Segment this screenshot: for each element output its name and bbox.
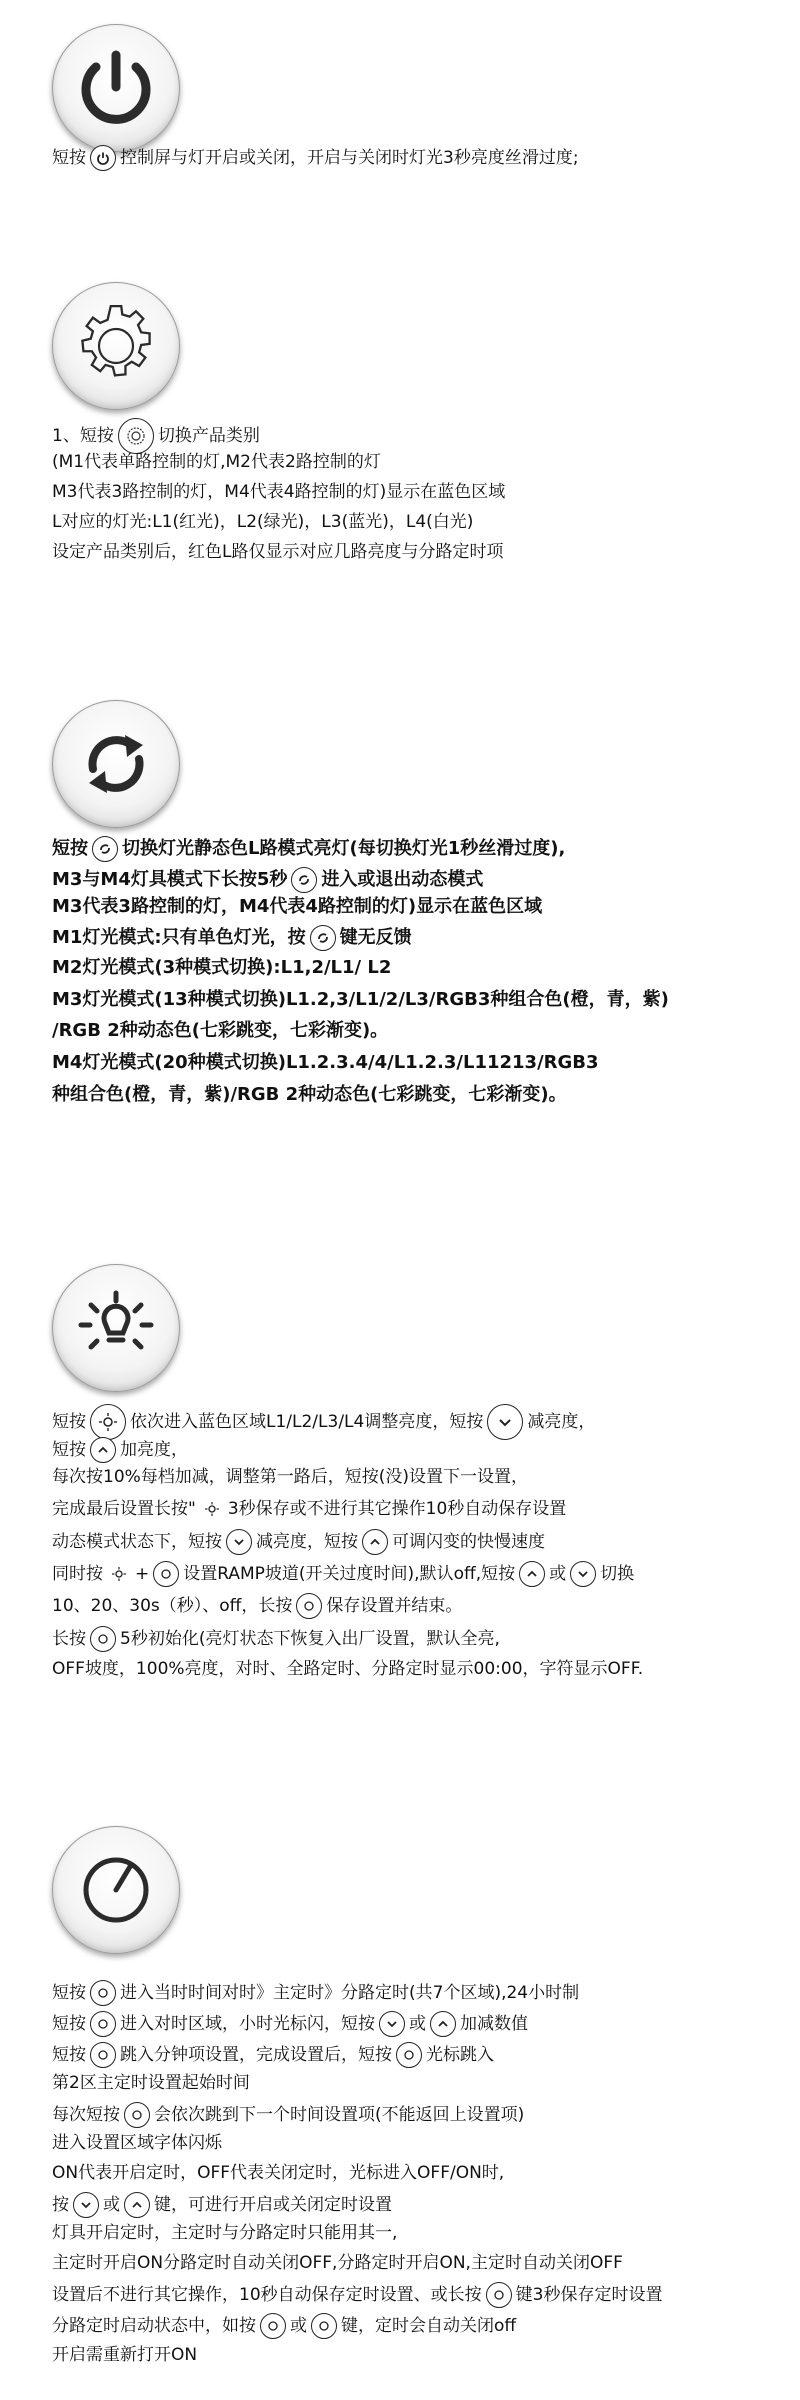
confirm-icon xyxy=(90,2011,116,2037)
cycle-inline-icon xyxy=(291,867,317,893)
brightness-icon xyxy=(52,1264,180,1392)
timer-l3-c: 光标跳入 xyxy=(426,2045,494,2065)
bright-l6-d: 或 xyxy=(549,1564,567,1584)
bright-l8-b: 5秒初始化(亮灯状态下恢复入出厂设置，默认全亮, xyxy=(120,1629,500,1649)
confirm-icon xyxy=(90,1626,116,1652)
bright-l1-b: 依次进入蓝色区域L1/L2/L3/L4调整亮度，短按 xyxy=(130,1412,484,1432)
cycle-inline-icon xyxy=(310,925,336,951)
bright-l5-a: 动态模式状态下，短按 xyxy=(52,1532,222,1552)
bright-l7-b: 保存设置并结束。 xyxy=(326,1596,463,1616)
confirm-icon xyxy=(260,2313,286,2339)
gear-l1-a: 1、短按 xyxy=(52,426,114,446)
bright-l6-b: + xyxy=(135,1564,150,1584)
bright-line-1 xyxy=(52,1404,595,1440)
power-inline-icon xyxy=(90,145,116,171)
chevron-up-icon xyxy=(519,1561,545,1587)
confirm-icon xyxy=(124,2102,150,2128)
gear-l1-b: 切换产品类别 xyxy=(157,426,260,446)
bright-l6-a: 同时按 xyxy=(52,1564,103,1584)
timer-line-13: 开启需重新打开ON xyxy=(52,2345,198,2365)
bright-l5-b: 减亮度，短按 xyxy=(256,1532,358,1552)
confirm-icon xyxy=(153,1561,179,1587)
chevron-up-icon xyxy=(430,2011,456,2037)
gear-inline-icon xyxy=(118,418,154,454)
timer-line-12 xyxy=(52,2313,516,2339)
gear-line-4: L对应的灯光:L1(红光)，L2(绿光)，L3(蓝光)，L4(白光) xyxy=(52,512,474,532)
power-text-b: 控制屏与灯开启或关闭，开启与关闭时灯光3秒亮度丝滑过度; xyxy=(120,148,579,168)
gear-line-5: 设定产品类别后，红色L路仅显示对应几路亮度与分路定时项 xyxy=(52,542,504,562)
timer-line-10: 主定时开启ON分路定时自动关闭OFF,分路定时开启ON,主定时自动关闭OFF xyxy=(52,2253,623,2273)
bright-l4-a: 完成最后设置长按" xyxy=(52,1499,196,1519)
timer-l3-a: 短按 xyxy=(52,2045,86,2065)
chevron-up-icon xyxy=(124,2192,150,2218)
timer-line-1 xyxy=(52,1980,579,2006)
gear-line-2: (M1代表单路控制的灯,M2代表2路控制的灯 xyxy=(52,452,381,472)
timer-l2-d: 加减数值 xyxy=(460,2014,528,2034)
chevron-up-icon xyxy=(90,1437,116,1463)
timer-l11-a: 设置后不进行其它操作，10秒自动保存定时设置、或长按 xyxy=(52,2285,482,2305)
cycle-line-4 xyxy=(52,925,412,951)
cycle-inline-icon xyxy=(92,836,118,862)
timer-l2-c: 或 xyxy=(409,2014,426,2034)
chevron-down-icon xyxy=(570,1561,596,1587)
bright-line-3: 每次按10%每档加减，调整第一路后，短按(没)设置下一设置， xyxy=(52,1467,529,1487)
power-description xyxy=(52,145,579,171)
cycle-l4-a: M1灯光模式:只有单色灯光，按 xyxy=(52,927,306,948)
timer-l5-b: 会依次跳到下一个时间设置项(不能返回上设置项) xyxy=(154,2105,525,2125)
power-icon xyxy=(52,24,180,152)
bright-l1-a: 短按 xyxy=(52,1412,86,1432)
timer-l1-b: 进入当时时间对时》主定时》分路定时(共7个区域),24小时制 xyxy=(120,1983,580,2003)
bright-l6-e: 切换 xyxy=(600,1564,635,1584)
bright-l2-a: 短按 xyxy=(52,1440,86,1460)
confirm-icon xyxy=(311,2313,337,2339)
timer-l3-b: 跳入分钟项设置，完成设置后，短按 xyxy=(120,2045,392,2065)
bright-line-7 xyxy=(52,1593,462,1619)
cycle-line-9: 种组合色(橙，青，紫)/RGB 2种动态色(七彩跳变，七彩渐变)。 xyxy=(52,1084,567,1105)
cycle-line-3: M3代表3路控制的灯，M4代表4路控制的灯)显示在蓝色区域 xyxy=(52,896,543,917)
chevron-down-icon xyxy=(379,2011,405,2037)
timer-line-6: 进入设置区域字体闪烁 xyxy=(52,2133,222,2153)
bright-l2-b: 加亮度， xyxy=(120,1440,188,1460)
bright-line-2 xyxy=(52,1437,188,1463)
confirm-icon xyxy=(90,1980,116,2006)
cycle-l1-b: 切换灯光静态色L路模式亮灯(每切换灯光1秒丝滑过度), xyxy=(122,838,566,859)
confirm-icon xyxy=(90,2042,116,2068)
timer-line-11 xyxy=(52,2282,662,2308)
cycle-icon xyxy=(52,700,180,828)
confirm-icon xyxy=(396,2042,422,2068)
bright-line-4 xyxy=(52,1497,566,1521)
timer-l2-b: 进入对时区域，小时光标闪，短按 xyxy=(120,2014,375,2034)
timer-line-2 xyxy=(52,2011,528,2037)
cycle-l1-a: 短按 xyxy=(52,838,88,859)
bright-l5-c: 可调闪变的快慢速度 xyxy=(392,1532,545,1552)
bright-line-5 xyxy=(52,1529,545,1555)
timer-line-3 xyxy=(52,2042,494,2068)
timer-l12-a: 分路定时启动状态中，如按 xyxy=(52,2316,256,2336)
cycle-line-7: /RGB 2种动态色(七彩跳变，七彩渐变)。 xyxy=(52,1020,389,1041)
bright-line-6 xyxy=(52,1561,634,1587)
timer-l2-a: 短按 xyxy=(52,2014,86,2034)
bright-l4-b: 3秒保存或不进行其它操作10秒自动保存设置 xyxy=(227,1499,567,1519)
timer-line-4: 第2区主定时设置起始时间 xyxy=(52,2073,250,2093)
gear-icon xyxy=(52,282,180,410)
timer-l12-c: 键，定时会自动关闭off xyxy=(341,2316,517,2336)
gear-line-3: M3代表3路控制的灯，M4代表4路控制的灯)显示在蓝色区域 xyxy=(52,482,506,502)
brightness-inline-icon xyxy=(200,1497,224,1521)
cycle-line-6: M3灯光模式(13种模式切换)L1.2,3/L1/2/L3/RGB3种组合色(橙，青，紫) xyxy=(52,989,669,1010)
brightness-inline-icon xyxy=(107,1562,131,1586)
timer-l8-c: 键，可进行开启或关闭定时设置 xyxy=(154,2195,392,2215)
timer-dial-icon xyxy=(52,1826,180,1954)
timer-l5-a: 每次短按 xyxy=(52,2105,120,2125)
cycle-line-1 xyxy=(52,836,565,862)
brightness-inline-icon xyxy=(90,1404,126,1440)
bright-l6-c: 设置RAMP坡道(开关过度时间),默认off,短按 xyxy=(183,1564,516,1584)
confirm-icon xyxy=(296,1593,322,1619)
bright-l1-c: 减亮度， xyxy=(527,1412,596,1432)
timer-l11-b: 键3秒保存定时设置 xyxy=(515,2285,663,2305)
cycle-line-2 xyxy=(52,867,483,893)
timer-line-9: 灯具开启定时，主定时与分路定时只能用其一, xyxy=(52,2223,398,2243)
timer-line-5 xyxy=(52,2102,524,2128)
timer-line-7: ON代表开启定时，OFF代表关闭定时，光标进入OFF/ON时, xyxy=(52,2163,505,2183)
cycle-l4-b: 键无反馈 xyxy=(339,927,412,948)
confirm-icon xyxy=(486,2282,512,2308)
bright-line-8 xyxy=(52,1626,500,1652)
cycle-l2-a: M3与M4灯具模式下长按5秒 xyxy=(52,869,288,890)
timer-l8-a: 按 xyxy=(52,2195,69,2215)
cycle-line-5: M2灯光模式(3种模式切换):L1,2/L1/ L2 xyxy=(52,957,392,978)
chevron-up-icon xyxy=(362,1529,388,1555)
timer-l1-a: 短按 xyxy=(52,1983,86,2003)
bright-l8-a: 长按 xyxy=(52,1629,86,1649)
chevron-down-icon xyxy=(487,1404,523,1440)
chevron-down-icon xyxy=(226,1529,252,1555)
timer-l8-b: 或 xyxy=(103,2195,120,2215)
bright-l7-a: 10、20、30s（秒）、off，长按 xyxy=(52,1596,293,1616)
timer-l12-b: 或 xyxy=(290,2316,307,2336)
power-text-a: 短按 xyxy=(52,148,86,168)
gear-line-1 xyxy=(52,418,260,454)
chevron-down-icon xyxy=(73,2192,99,2218)
timer-line-8 xyxy=(52,2192,392,2218)
bright-line-9: OFF坡度，100%亮度，对时、全路定时、分路定时显示00:00，字符显示OFF. xyxy=(52,1659,644,1679)
cycle-line-8: M4灯光模式(20种模式切换)L1.2.3.4/4/L1.2.3/L11213/RGB3 xyxy=(52,1052,599,1073)
cycle-l2-b: 进入或退出动态模式 xyxy=(321,869,484,890)
